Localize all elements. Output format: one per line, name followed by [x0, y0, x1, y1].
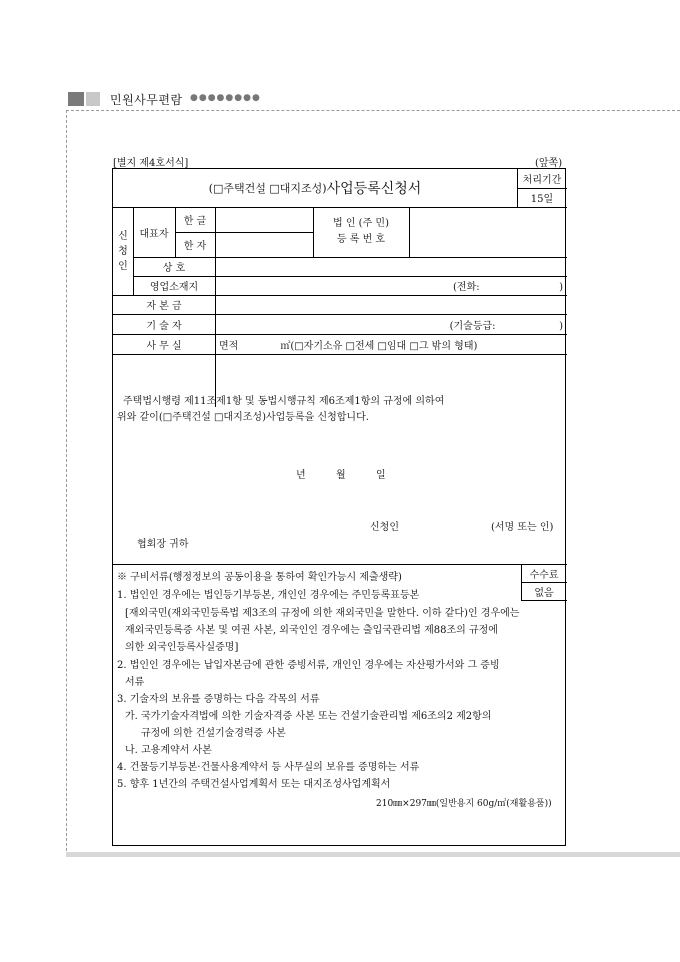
bottom-bar [66, 852, 680, 857]
name-hanja-field[interactable] [215, 232, 313, 257]
name-korean-field[interactable] [215, 207, 313, 232]
doc-2: 2. 법인인 경우에는 납입자본금에 관한 증빙서류, 개인인 경우에는 자산평가서와 그 증빙 [117, 660, 500, 671]
technician-field[interactable] [215, 314, 567, 334]
doc-1-note-2: 재외국민등록증 사본 및 여권 사본, 외국인인 경우에는 출입국관리법 제88조의 규정에 [125, 625, 498, 636]
statement-line-2: 위와 같이(□주택건설 □대지조성)사업등록을 신청합니다. [117, 412, 369, 423]
doc-2-cont: 서류 [125, 677, 145, 688]
business-address-label: 영업소재지 [149, 282, 199, 293]
dashed-border-top [66, 110, 680, 111]
doc-1: 1. 법인인 경우에는 법인등기부등본, 개인인 경우에는 주민등록표등본 [117, 590, 420, 601]
docs-header: ※ 구비서류(행정정보의 공동이용을 통하여 확인가능시 제출생략) [117, 572, 402, 583]
doc-5: 5. 향후 1년간의 주택건설사업계획서 또는 대지조성사업계획서 [117, 779, 391, 790]
tech-grade-hint: (기술등급: ) [449, 320, 563, 332]
trade-name-field[interactable] [215, 257, 567, 276]
header-marker-light [86, 92, 100, 106]
addressee: 협회장 귀하 [137, 539, 189, 550]
area-label: 면적 [219, 340, 239, 352]
registration-number-field[interactable] [409, 207, 567, 257]
form-title [113, 169, 517, 207]
phone-hint: (전화: ) [453, 282, 563, 293]
fee-label: 수수료 [529, 569, 559, 581]
header-dots: ●●●●●●●● [190, 93, 261, 103]
processing-period-value: 15일 [530, 194, 554, 205]
page-side-label: (앞쪽) [535, 158, 563, 169]
doc-1-note-1: [재외국민(재외국민등록법 제3조의 규정에 의한 재외국민을 말한다. 이하 같다)인 경우에는 [125, 608, 520, 619]
sign-hint: (서명 또는 인) [491, 522, 554, 533]
office-ownership-options: (□자기소유 □전세 □임대 □그 밖의 형태) [290, 340, 478, 352]
representative-label: 대표자 [139, 228, 169, 240]
applicant-sign-label: 신청인 [370, 522, 399, 533]
date-day: 일 [376, 470, 386, 481]
form-title-main: 사업등록신청서 [326, 181, 422, 197]
dashed-border-left [66, 110, 67, 856]
capital-field[interactable] [215, 295, 567, 314]
registration-number-label: 법 인 (주 민) 등 록 번 호 [333, 218, 389, 245]
business-address-field[interactable] [215, 276, 567, 295]
form-title-prefix: (□주택건설 □대지조성) [208, 182, 327, 195]
paper-spec: 210㎜×297㎜(일반용지 60g/㎡(재활용품)) [376, 799, 552, 809]
doc-3: 3. 기술자의 보유를 증명하는 다음 각목의 서류 [117, 694, 320, 705]
book-title: 민원사무편람 [110, 93, 183, 107]
registration-form [112, 168, 566, 846]
processing-period-label: 처리기간 [522, 175, 562, 186]
trade-name-label: 상 호 [162, 263, 186, 274]
date-month: 월 [336, 470, 346, 481]
office-field[interactable] [215, 334, 567, 354]
fee-value: 없음 [534, 587, 554, 599]
header-marker-dark [68, 92, 84, 106]
area-unit: ㎡ [280, 340, 291, 352]
doc-3-ga-cont: 규정에 의한 건설기술경력증 사본 [141, 728, 286, 739]
applicant-label: 신 청 인 [118, 230, 128, 272]
doc-4: 4. 건물등기부등본·건물사용계약서 등 사무실의 보유를 증명하는 서류 [117, 762, 420, 773]
doc-3-na: 나. 고용계약서 사본 [125, 745, 212, 756]
technician-label: 기 술 자 [146, 320, 182, 332]
statement-line-1: 주택법시행령 제11조제1항 및 동법시행규칙 제6조제1항의 규정에 의하여 [123, 396, 445, 407]
date-year: 년 [296, 470, 306, 481]
name-korean-label: 한 글 [183, 216, 207, 227]
doc-1-note-3: 의한 외국인등록사실증명] [125, 642, 239, 653]
capital-label: 자 본 금 [146, 301, 182, 312]
doc-3-ga: 가. 국가기술자격법에 의한 기술자격증 사본 또는 건설기술관리법 제6조의2 제2항의 [125, 711, 492, 722]
form-number-label: [별지 제4호서식] [113, 158, 189, 169]
name-hanja-label: 한 자 [183, 241, 207, 252]
office-label: 사 무 실 [146, 340, 182, 352]
